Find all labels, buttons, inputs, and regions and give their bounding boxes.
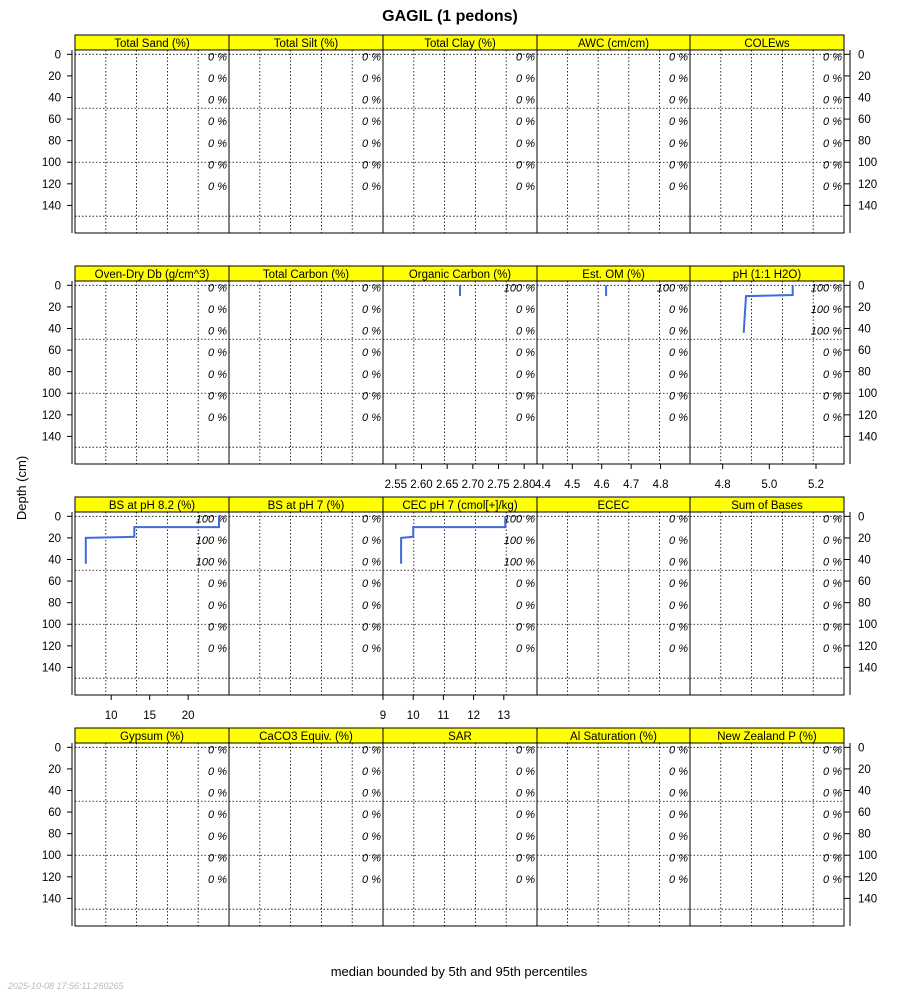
percent-label: 0 % [516, 390, 535, 403]
panel-strip-label: Oven-Dry Db (g/cm^3) [94, 269, 210, 281]
percent-label: 0 % [669, 180, 688, 193]
percent-label: 0 % [362, 809, 381, 822]
percent-label: 0 % [669, 599, 688, 612]
chart-caption: median bounded by 5th and 95th percentiles [330, 964, 588, 979]
depth-tick-label-right: 100 [858, 619, 878, 632]
panel-frame [229, 50, 383, 233]
percent-label: 100 % [656, 282, 688, 295]
depth-axis-title: Depth (cm) [14, 455, 29, 521]
panel [383, 266, 537, 491]
depth-tick-label-right: 40 [858, 92, 871, 105]
percent-label: 0 % [669, 116, 688, 129]
chart-title: GAGIL (1 pedons) [382, 8, 518, 25]
median-line [401, 516, 505, 564]
percent-label: 0 % [516, 180, 535, 193]
percent-label: 0 % [208, 159, 227, 172]
percent-label: 0 % [208, 94, 227, 107]
panel-strip-label: Est. OM (%) [582, 269, 645, 281]
percent-label: 0 % [823, 830, 842, 843]
percent-label: 0 % [669, 873, 688, 886]
depth-tick-label-left: 120 [41, 409, 61, 422]
percent-label: 0 % [362, 347, 381, 360]
percent-label: 0 % [669, 411, 688, 424]
panel [75, 266, 229, 464]
percent-label: 0 % [669, 73, 688, 86]
depth-tick-label-right: 120 [858, 409, 878, 422]
depth-tick-label-left: 20 [48, 70, 61, 83]
panel-frame [690, 512, 844, 695]
percent-label: 0 % [669, 159, 688, 172]
depth-tick-label-right: 60 [858, 345, 871, 358]
depth-tick-label-right: 0 [858, 742, 865, 755]
percent-label: 0 % [823, 411, 842, 424]
x-tick-label: 4.4 [534, 479, 551, 491]
percent-label: 0 % [823, 368, 842, 381]
depth-tick-label-right: 140 [858, 200, 878, 213]
panel-strip-label: CEC pH 7 (cmol[+]/kg) [402, 500, 518, 512]
percent-label: 0 % [669, 304, 688, 317]
percent-label: 0 % [823, 535, 842, 548]
depth-tick-label-left: 120 [41, 871, 61, 884]
panel-frame [537, 281, 690, 464]
depth-tick-label-left: 140 [41, 200, 61, 213]
percent-label: 0 % [208, 73, 227, 86]
percent-label: 0 % [669, 852, 688, 865]
percent-label: 0 % [362, 411, 381, 424]
percent-label: 0 % [823, 556, 842, 569]
percent-label: 0 % [669, 744, 688, 757]
percent-label: 0 % [669, 621, 688, 634]
timestamp-label: 2025-10-08 17:56:11.260265 [8, 981, 124, 991]
depth-tick-label-right: 140 [858, 662, 878, 675]
percent-label: 0 % [208, 411, 227, 424]
percent-label: 0 % [208, 347, 227, 360]
depth-tick-label-left: 0 [54, 49, 61, 62]
x-tick-label: 20 [181, 710, 195, 722]
percent-label: 0 % [669, 787, 688, 800]
depth-tick-label-right: 0 [858, 511, 865, 524]
depth-tick-label-left: 0 [54, 742, 61, 755]
percent-label: 0 % [208, 852, 227, 865]
percent-label: 0 % [823, 766, 842, 779]
percent-label: 0 % [208, 282, 227, 295]
percent-label: 0 % [823, 94, 842, 107]
panel-frame [383, 50, 537, 233]
percent-label: 0 % [362, 787, 381, 800]
percent-label: 0 % [823, 809, 842, 822]
panel-strip-label: Total Silt (%) [273, 38, 339, 50]
percent-label: 100 % [810, 282, 842, 295]
panel-strip-label: Organic Carbon (%) [408, 269, 512, 281]
x-tick-label: 4.7 [623, 479, 640, 491]
percent-label: 0 % [362, 599, 381, 612]
panel-frame [537, 512, 690, 695]
percent-label: 0 % [516, 73, 535, 86]
percent-label: 0 % [208, 621, 227, 634]
percent-label: 0 % [516, 642, 535, 655]
percent-label: 0 % [669, 94, 688, 107]
x-tick-label: 5.2 [808, 479, 824, 491]
percent-label: 0 % [208, 744, 227, 757]
percent-label: 0 % [823, 180, 842, 193]
panel [229, 497, 383, 695]
median-line [744, 285, 793, 333]
percent-label: 0 % [516, 744, 535, 757]
x-tick-label: 2.60 [410, 479, 433, 491]
percent-label: 0 % [516, 809, 535, 822]
depth-tick-label-left: 120 [41, 178, 61, 191]
panel [537, 728, 690, 926]
percent-label: 0 % [516, 304, 535, 317]
percent-label: 0 % [516, 766, 535, 779]
depth-tick-label-left: 40 [48, 554, 61, 567]
panel [537, 497, 690, 695]
percent-label: 0 % [208, 390, 227, 403]
percent-label: 0 % [669, 809, 688, 822]
percent-label: 0 % [669, 642, 688, 655]
x-tick-label: 4.8 [714, 479, 731, 491]
panel-strip-label: Total Sand (%) [114, 38, 190, 50]
percent-label: 0 % [516, 873, 535, 886]
x-tick-label: 2.75 [487, 479, 510, 491]
x-tick-label: 4.6 [593, 479, 610, 491]
percent-label: 0 % [669, 137, 688, 150]
panel-frame [229, 512, 383, 695]
percent-label: 0 % [516, 411, 535, 424]
percent-label: 0 % [669, 766, 688, 779]
percent-label: 0 % [208, 599, 227, 612]
panel-frame [383, 281, 537, 464]
depth-tick-label-left: 60 [48, 345, 61, 358]
x-tick-label: 2.55 [384, 479, 408, 491]
panel-row [42, 497, 877, 722]
x-tick-label: 2.70 [461, 479, 485, 491]
panel-strip-label: Total Carbon (%) [262, 269, 350, 281]
percent-label: 0 % [669, 578, 688, 591]
depth-tick-label-left: 100 [41, 850, 61, 863]
depth-tick-label-left: 40 [48, 785, 61, 798]
panel [75, 497, 229, 722]
percent-label: 0 % [362, 73, 381, 86]
percent-label: 0 % [362, 94, 381, 107]
percent-label: 100 % [810, 325, 842, 338]
depth-tick-label-left: 100 [41, 157, 61, 170]
depth-tick-label-left: 140 [41, 431, 61, 444]
x-tick-label: 13 [497, 710, 511, 722]
depth-tick-label-right: 20 [858, 301, 871, 314]
depth-tick-label-right: 60 [858, 807, 871, 820]
percent-label: 0 % [516, 368, 535, 381]
percent-label: 0 % [362, 744, 381, 757]
percent-label: 0 % [362, 578, 381, 591]
percent-label: 0 % [669, 556, 688, 569]
depth-tick-label-left: 100 [41, 619, 61, 632]
depth-tick-label-left: 60 [48, 114, 61, 127]
panel-strip-label: Total Clay (%) [424, 38, 496, 50]
panel-frame [229, 743, 383, 926]
percent-label: 0 % [208, 766, 227, 779]
depth-tick-label-right: 20 [858, 70, 871, 83]
panel [380, 497, 537, 722]
x-tick-label: 2.65 [435, 479, 459, 491]
percent-label: 0 % [362, 116, 381, 129]
x-tick-label: 15 [143, 710, 157, 722]
percent-label: 0 % [208, 787, 227, 800]
panel [690, 35, 844, 233]
percent-label: 100 % [503, 513, 535, 526]
depth-tick-label-left: 20 [48, 763, 61, 776]
depth-tick-label-left: 100 [41, 388, 61, 401]
depth-tick-label-right: 140 [858, 893, 878, 906]
percent-label: 0 % [516, 51, 535, 64]
depth-tick-label-right: 100 [858, 157, 878, 170]
percent-label: 0 % [669, 347, 688, 360]
panel-row [42, 266, 877, 491]
x-tick-label: 12 [467, 710, 480, 722]
percent-label: 0 % [362, 51, 381, 64]
percent-label: 0 % [823, 599, 842, 612]
panel [383, 35, 537, 233]
percent-label: 0 % [823, 390, 842, 403]
percent-label: 0 % [362, 368, 381, 381]
depth-tick-label-right: 100 [858, 850, 878, 863]
percent-label: 100 % [195, 556, 227, 569]
percent-label: 0 % [823, 347, 842, 360]
percent-label: 0 % [823, 137, 842, 150]
x-tick-label: 9 [379, 710, 387, 722]
percent-label: 0 % [516, 852, 535, 865]
depth-tick-label-right: 120 [858, 871, 878, 884]
percent-label: 0 % [823, 621, 842, 634]
x-tick-label: 4.8 [652, 479, 669, 491]
depth-tick-label-left: 80 [48, 828, 61, 841]
depth-tick-label-left: 80 [48, 597, 61, 610]
percent-label: 0 % [823, 744, 842, 757]
depth-tick-label-right: 0 [858, 280, 865, 293]
panel-strip-label: New Zealand P (%) [717, 731, 817, 743]
percent-label: 0 % [516, 94, 535, 107]
percent-label: 0 % [362, 159, 381, 172]
panel-strip-label: SAR [448, 731, 472, 743]
percent-label: 0 % [362, 137, 381, 150]
percent-label: 0 % [516, 159, 535, 172]
percent-label: 100 % [503, 556, 535, 569]
percent-label: 0 % [208, 809, 227, 822]
percent-label: 0 % [823, 116, 842, 129]
depth-tick-label-left: 120 [41, 640, 61, 653]
depth-tick-label-left: 60 [48, 576, 61, 589]
panel-strip-label: Sum of Bases [731, 500, 803, 512]
panel-frame [690, 743, 844, 926]
percent-label: 0 % [208, 368, 227, 381]
panel-frame [383, 743, 537, 926]
percent-label: 0 % [362, 535, 381, 548]
percent-label: 0 % [208, 325, 227, 338]
panel-strip-label: AWC (cm/cm) [577, 38, 650, 50]
panel [75, 35, 229, 233]
percent-label: 100 % [195, 535, 227, 548]
percent-label: 0 % [669, 51, 688, 64]
depth-tick-label-left: 80 [48, 366, 61, 379]
panel-frame [537, 50, 690, 233]
depth-tick-label-right: 140 [858, 431, 878, 444]
panel-frame [537, 743, 690, 926]
percent-label: 0 % [823, 159, 842, 172]
percent-label: 0 % [516, 578, 535, 591]
percent-label: 0 % [669, 535, 688, 548]
percent-label: 0 % [362, 304, 381, 317]
percent-label: 100 % [503, 535, 535, 548]
depth-tick-label-right: 40 [858, 323, 871, 336]
percent-label: 0 % [669, 325, 688, 338]
percent-label: 0 % [208, 578, 227, 591]
percent-label: 0 % [362, 852, 381, 865]
panel [690, 728, 844, 926]
percent-label: 0 % [362, 282, 381, 295]
percent-label: 0 % [516, 116, 535, 129]
depth-tick-label-left: 40 [48, 92, 61, 105]
depth-tick-label-left: 20 [48, 532, 61, 545]
depth-tick-label-right: 60 [858, 114, 871, 127]
percent-label: 0 % [208, 51, 227, 64]
depth-tick-label-right: 80 [858, 597, 871, 610]
percent-label: 100 % [810, 304, 842, 317]
panel [690, 497, 844, 695]
x-tick-label: 2.80 [512, 479, 536, 491]
percent-label: 0 % [823, 578, 842, 591]
x-tick-label: 10 [104, 710, 118, 722]
panel-strip-label: ECEC [597, 500, 630, 512]
depth-tick-label-right: 60 [858, 576, 871, 589]
panel-frame [75, 281, 229, 464]
percent-label: 0 % [208, 137, 227, 150]
percent-label: 0 % [823, 51, 842, 64]
x-tick-label: 10 [406, 710, 420, 722]
percent-label: 0 % [362, 621, 381, 634]
panel-strip-label: Al Saturation (%) [570, 731, 657, 743]
panel [537, 35, 690, 233]
percent-label: 0 % [823, 513, 842, 526]
percent-label: 0 % [516, 787, 535, 800]
depth-tick-label-right: 120 [858, 178, 878, 191]
percent-label: 0 % [208, 304, 227, 317]
percent-label: 100 % [503, 282, 535, 295]
percent-label: 0 % [208, 180, 227, 193]
percent-label: 0 % [362, 642, 381, 655]
depth-tick-label-left: 20 [48, 301, 61, 314]
percent-label: 0 % [362, 180, 381, 193]
depth-tick-label-right: 20 [858, 763, 871, 776]
percent-label: 0 % [208, 116, 227, 129]
depth-tick-label-left: 60 [48, 807, 61, 820]
depth-tick-label-right: 80 [858, 828, 871, 841]
percent-label: 0 % [362, 873, 381, 886]
percent-label: 0 % [362, 766, 381, 779]
x-tick-label: 4.5 [564, 479, 581, 491]
panel [229, 35, 383, 233]
panel [229, 266, 383, 464]
panel-rows [42, 35, 877, 926]
x-tick-label: 5.0 [761, 479, 778, 491]
depth-tick-label-right: 80 [858, 366, 871, 379]
percent-label: 0 % [669, 390, 688, 403]
panel [535, 266, 690, 491]
percent-label: 0 % [516, 599, 535, 612]
panel-strip-label: CaCO3 Equiv. (%) [259, 731, 353, 743]
percent-label: 0 % [516, 830, 535, 843]
percent-label: 0 % [516, 347, 535, 360]
percent-label: 0 % [823, 642, 842, 655]
percent-label: 0 % [823, 873, 842, 886]
percent-label: 0 % [823, 787, 842, 800]
panel-strip-label: Gypsum (%) [120, 731, 184, 743]
depth-tick-label-right: 100 [858, 388, 878, 401]
percent-label: 0 % [362, 556, 381, 569]
depth-tick-label-right: 120 [858, 640, 878, 653]
depth-tick-label-right: 40 [858, 785, 871, 798]
panel-frame [229, 281, 383, 464]
percent-label: 0 % [669, 368, 688, 381]
percent-label: 0 % [362, 390, 381, 403]
depth-tick-label-left: 0 [54, 280, 61, 293]
panel-strip-label: BS at pH 7 (%) [267, 500, 345, 512]
depth-tick-label-right: 40 [858, 554, 871, 567]
percent-label: 100 % [195, 513, 227, 526]
panel-frame [690, 50, 844, 233]
panel-strip-label: COLEws [744, 38, 790, 50]
panel-row [42, 728, 877, 926]
percent-label: 0 % [516, 137, 535, 150]
panel [75, 728, 229, 926]
depth-tick-label-right: 0 [858, 49, 865, 62]
depth-tick-label-right: 20 [858, 532, 871, 545]
depth-tick-label-left: 140 [41, 662, 61, 675]
percent-label: 0 % [669, 513, 688, 526]
percent-label: 0 % [823, 852, 842, 865]
panel-row [42, 35, 877, 233]
percent-label: 0 % [362, 830, 381, 843]
depth-tick-label-right: 80 [858, 135, 871, 148]
percent-label: 0 % [208, 873, 227, 886]
panel-frame [75, 743, 229, 926]
panel-frame [75, 50, 229, 233]
panel [383, 728, 537, 926]
x-tick-label: 11 [437, 710, 450, 722]
percent-label: 0 % [208, 830, 227, 843]
percent-label: 0 % [362, 325, 381, 338]
depth-tick-label-left: 40 [48, 323, 61, 336]
panel-strip-label: BS at pH 8.2 (%) [108, 500, 196, 512]
depth-tick-label-left: 80 [48, 135, 61, 148]
percent-label: 0 % [516, 621, 535, 634]
panel [229, 728, 383, 926]
percent-label: 0 % [516, 325, 535, 338]
percent-label: 0 % [208, 642, 227, 655]
depth-tick-label-left: 140 [41, 893, 61, 906]
panel-strip-label: pH (1:1 H2O) [732, 269, 802, 281]
depth-tick-label-left: 0 [54, 511, 61, 524]
percent-label: 0 % [362, 513, 381, 526]
percent-label: 0 % [669, 830, 688, 843]
percent-label: 0 % [823, 73, 842, 86]
panel [690, 266, 844, 491]
